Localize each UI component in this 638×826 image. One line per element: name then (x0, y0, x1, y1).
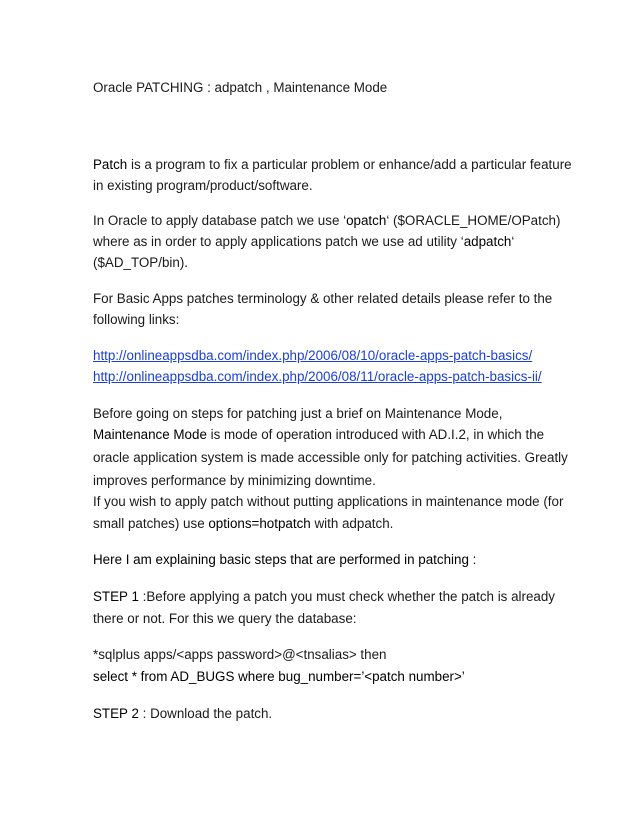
opatch-term: opatch (346, 213, 387, 228)
steps-intro: Here I am explaining basic steps that are performed in patching : (93, 552, 477, 567)
step-1-text: :Before applying a patch you must check whether the patch is already (138, 589, 555, 604)
ad-bugs-query: select * from AD_BUGS where bug_number=’<patch number>’ (93, 669, 465, 684)
maintenance-mode-line (93, 426, 544, 444)
maintenance-line-5: If you wish to apply patch without putting applications in maintenance mode (for (93, 494, 564, 509)
adpatch-term: adpatch (463, 234, 512, 249)
step-2-label: STEP 2 (93, 706, 139, 721)
ad-top-line: ($AD_TOP/bin). (93, 255, 189, 270)
document-title: Oracle PATCHING : adpatch , Maintenance Mode (93, 80, 388, 95)
refer-line-2: following links: (93, 312, 180, 327)
patch-basics-ii-link[interactable]: http://onlineappsdba.com/index.php/2006/08/11/oracle-apps-patch-basics-ii/ (93, 369, 542, 384)
patch-term: Patch (93, 157, 128, 172)
hotpatch-option: options=hotpatch (208, 516, 311, 531)
hotpatch-line-suffix: with adpatch. (310, 516, 394, 531)
step-1-label: STEP 1 (93, 589, 139, 604)
adpatch-line-prefix: where as in order to apply applications patch we use ad utility ‘ (93, 234, 464, 249)
maintenance-mode-term: Maintenance Mode (93, 427, 207, 442)
hotpatch-line (93, 515, 393, 533)
maintenance-intro-line: Before going on steps for patching just a brief on Maintenance Mode, (93, 406, 503, 421)
maintenance-mode-text: is mode of operation introduced with AD.I.2, in which the (206, 427, 545, 442)
step-2-line (93, 705, 272, 723)
step-1-line-2: there or not. For this we query the database: (93, 611, 357, 626)
opatch-line-prefix: In Oracle to apply database patch we use ‘ (93, 213, 347, 228)
adpatch-line-suffix: ‘ (511, 234, 515, 249)
patch-basics-link[interactable]: http://onlineappsdba.com/index.php/2006/08/10/oracle-apps-patch-basics/ (93, 348, 533, 363)
maintenance-line-4: improves performance by minimizing downtime. (93, 473, 376, 488)
maintenance-line-3: oracle application system is made accessible only for patching activities. Greatly (93, 450, 568, 465)
refer-line-1: For Basic Apps patches terminology & other related details please refer to the (93, 291, 553, 306)
patch-definition-line-2: in existing program/product/software. (93, 178, 313, 193)
step-2-text: : Download the patch. (138, 706, 273, 721)
opatch-line (93, 212, 560, 230)
patch-definition-text: is a program to fix a particular problem or enhance/add a particular feature (127, 157, 572, 172)
sqlplus-command: *sqlplus apps/<apps password>@<tnsalias> then (93, 647, 387, 662)
opatch-line-suffix: ‘ ($ORACLE_HOME/OPatch) (386, 213, 561, 228)
hotpatch-line-prefix: small patches) use (93, 516, 209, 531)
step-1-line-1 (93, 588, 555, 606)
adpatch-line (93, 233, 514, 251)
patch-definition-line-1 (93, 156, 572, 174)
